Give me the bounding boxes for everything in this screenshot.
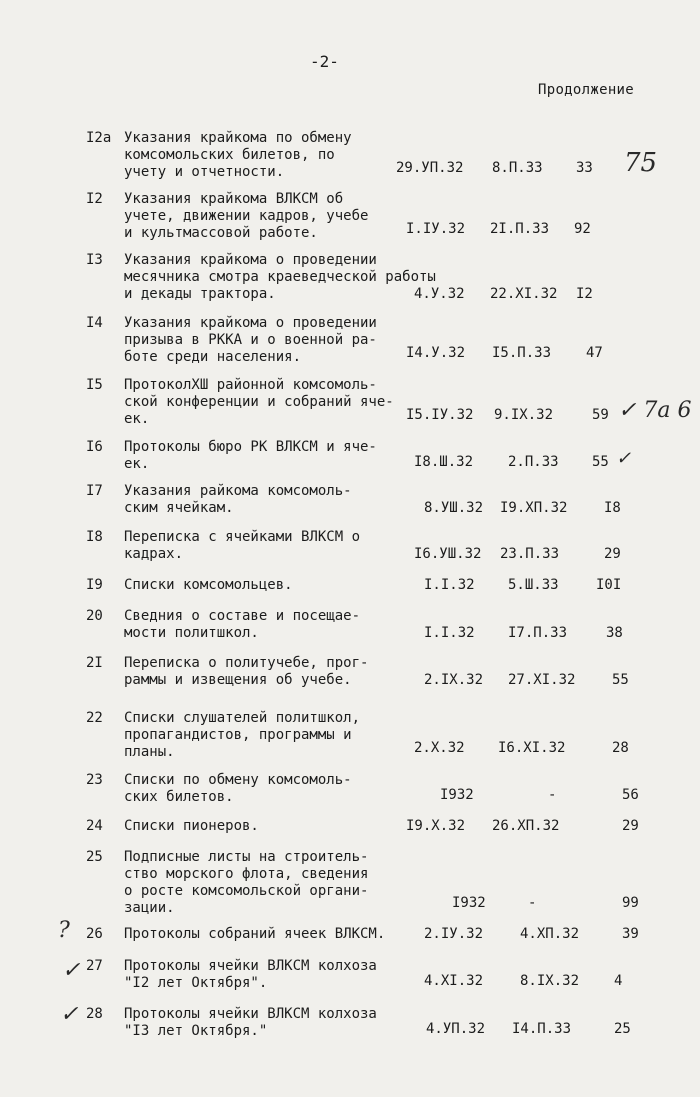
entry-date-end: 22.XI.32: [490, 286, 558, 302]
entry-number: I2: [86, 191, 103, 207]
entry-sheets: 29: [622, 818, 639, 834]
entry-title: Списки по обмену комсомоль- ских билетов.: [124, 772, 352, 805]
handwritten-mark: ✓: [62, 958, 81, 983]
entry-sheets: 47: [586, 345, 603, 361]
entry-date-start: I932: [452, 895, 486, 911]
page-number: -2-: [310, 52, 339, 71]
entry-sheets: 28: [612, 740, 629, 756]
handwritten-mark: ✓: [616, 448, 632, 469]
entry-date-end: I7.П.33: [508, 625, 568, 641]
entry-sheets: 55: [592, 454, 609, 470]
entry-number: I6: [86, 439, 103, 455]
entry-number: 23: [86, 772, 103, 788]
entry-sheets: I8: [604, 500, 621, 516]
entry-number: I3: [86, 252, 103, 268]
entry-title: Сведния о составе и посещае- мости политшкол.: [124, 608, 361, 641]
entry-date-start: 2.X.32: [414, 740, 465, 756]
entry-number: I4: [86, 315, 103, 331]
entry-title: Указания крайкома ВЛКСМ об учете, движении кадров, учебе и культмассовой работе.: [124, 191, 369, 241]
entry-number: 26: [86, 926, 103, 942]
entry-date-end: I9.XП.32: [500, 500, 568, 516]
entry-date-start: I6.УШ.32: [414, 546, 482, 562]
entry-title: ПротоколXШ районной комсомоль- ской конференции и собраний яче- ек.: [124, 377, 394, 427]
entry-number: 2I: [86, 655, 103, 671]
entry-number: 27: [86, 958, 103, 974]
entry-title: Указания крайкома о проведении призыва в РККА и о военной ра- боте среди населения.: [124, 315, 377, 365]
entry-title: Указания крайкома по обмену комсомольских билетов, по учету и отчетности.: [124, 130, 352, 180]
entry-sheets: 59: [592, 407, 609, 423]
entry-sheets: 55: [612, 672, 629, 688]
entry-date-start: 8.УШ.32: [424, 500, 484, 516]
entry-sheets: 56: [622, 787, 639, 803]
entry-title: Указания райкома комсомоль- ским ячейкам.: [124, 483, 352, 516]
entry-title: Протоколы собраний ячеек ВЛКСМ.: [124, 926, 386, 942]
entry-date-start: I9.X.32: [406, 818, 466, 834]
entry-title: Переписка с ячейками ВЛКСМ о кадрах.: [124, 529, 361, 562]
entry-date-end: 9.IX.32: [494, 407, 554, 423]
entry-number: I7: [86, 483, 103, 499]
entry-number: I8: [86, 529, 103, 545]
entry-date-start: 2.IУ.32: [424, 926, 484, 942]
entry-date-end: I6.XI.32: [498, 740, 566, 756]
entry-date-start: I4.У.32: [406, 345, 466, 361]
entry-date-end: 5.Ш.33: [508, 577, 559, 593]
entry-date-start: I5.IУ.32: [406, 407, 474, 423]
entry-date-start: 4.УП.32: [426, 1021, 486, 1037]
entry-date-end: I4.П.33: [512, 1021, 572, 1037]
entry-title: Списки комсомольцев.: [124, 577, 293, 593]
entry-sheets: 99: [622, 895, 639, 911]
entry-date-end: 23.П.33: [500, 546, 560, 562]
entry-number: I9: [86, 577, 103, 593]
entry-title: Списки пионеров.: [124, 818, 259, 834]
entry-date-end: 2I.П.33: [490, 221, 550, 237]
entry-date-end: 27.XI.32: [508, 672, 576, 688]
entry-number: 25: [86, 849, 103, 865]
entry-date-end: -: [528, 895, 537, 911]
entry-title: Списки слушателей политшкол, пропагандистов, программы и планы.: [124, 710, 361, 760]
entry-date-start: I.IУ.32: [406, 221, 466, 237]
entry-title: Протоколы ячейки ВЛКСМ колхоза "I2 лет Октября".: [124, 958, 377, 991]
entry-date-start: I.I.32: [424, 577, 475, 593]
entry-sheets: I2: [576, 286, 593, 302]
entry-title: Переписка о политучебе, прог- раммы и извещения об учебе.: [124, 655, 369, 688]
entry-date-start: 4.XI.32: [424, 973, 484, 989]
entry-title: Протоколы бюро РК ВЛКСМ и яче- ек.: [124, 439, 377, 472]
entry-date-start: 4.У.32: [414, 286, 465, 302]
handwritten-mark: 75: [624, 148, 658, 178]
entry-date-end: 8.П.33: [492, 160, 543, 176]
handwritten-mark: ✓: [60, 1002, 79, 1027]
entry-sheets: 33: [576, 160, 593, 176]
entry-number: I5: [86, 377, 103, 393]
entry-sheets: 4: [614, 973, 623, 989]
entry-number: 22: [86, 710, 103, 726]
entry-title: Подписные листы на строитель- ство морского флота, сведения о росте комсомольской органи- зации.: [124, 849, 369, 916]
entry-sheets: 39: [622, 926, 639, 942]
entry-number: 28: [86, 1006, 103, 1022]
entry-date-end: 8.IX.32: [520, 973, 580, 989]
entry-date-end: 4.XП.32: [520, 926, 580, 942]
entry-sheets: 38: [606, 625, 623, 641]
entry-sheets: 29: [604, 546, 621, 562]
entry-date-end: I5.П.33: [492, 345, 552, 361]
entry-date-start: I.I.32: [424, 625, 475, 641]
entry-date-end: 26.XП.32: [492, 818, 560, 834]
continued-label: Продолжение: [538, 82, 635, 98]
entry-sheets: 25: [614, 1021, 631, 1037]
entry-title: Протоколы ячейки ВЛКСМ колхоза "I3 лет Октября.": [124, 1006, 377, 1039]
handwritten-mark: ✓ 7а 6: [618, 398, 692, 423]
entry-sheets: I0I: [596, 577, 622, 593]
entry-date-start: 2.IX.32: [424, 672, 484, 688]
entry-title: Указания крайкома о проведении месячника смотра краеведческой работы и декады трактора.: [124, 252, 436, 302]
entry-number: 20: [86, 608, 103, 624]
handwritten-mark: ?: [58, 918, 70, 943]
entry-date-end: 2.П.33: [508, 454, 559, 470]
entry-date-start: 29.УП.32: [396, 160, 464, 176]
entry-sheets: 92: [574, 221, 591, 237]
entry-number: 24: [86, 818, 103, 834]
entry-date-start: I932: [440, 787, 474, 803]
entry-number: I2а: [86, 130, 112, 146]
entry-date-start: I8.Ш.32: [414, 454, 474, 470]
entry-date-end: -: [548, 787, 557, 803]
